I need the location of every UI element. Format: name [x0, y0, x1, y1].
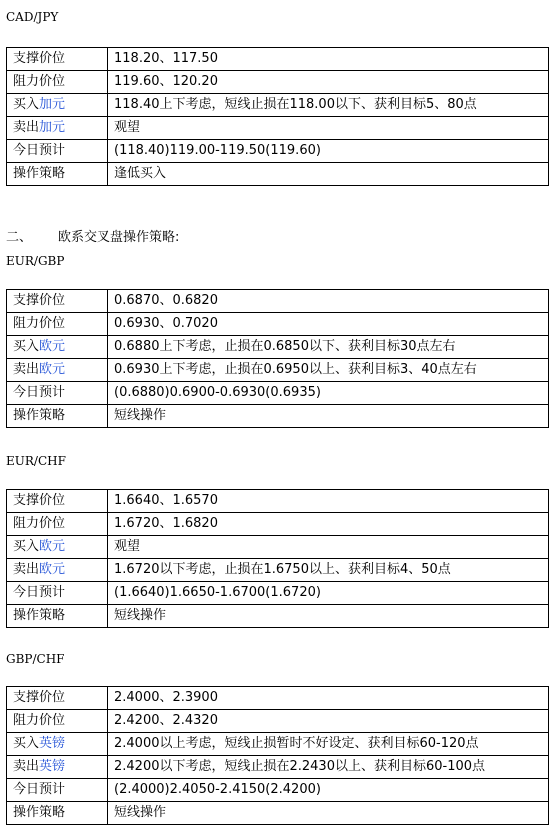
row-value: 1.6640、1.6570: [108, 490, 549, 513]
row-label-action: 买入: [13, 539, 40, 554]
table-row: [7, 313, 549, 336]
row-value: (1.6640)1.6650-1.6700(1.6720): [108, 582, 549, 605]
table-row: [7, 382, 549, 405]
table-row: [7, 710, 549, 733]
row-value: 2.4200、2.4320: [108, 710, 549, 733]
currency-link[interactable]: 加元: [39, 97, 66, 112]
section-heading-euro-crosses: [6, 230, 179, 246]
currency-link[interactable]: 加元: [39, 120, 66, 135]
row-label: [7, 559, 108, 582]
row-label: 阻力价位: [7, 313, 108, 336]
row-value: 短线操作: [108, 605, 549, 628]
row-label: 阻力价位: [7, 71, 108, 94]
row-value: 2.4000、2.3900: [108, 687, 549, 710]
row-value: 短线操作: [108, 405, 549, 428]
table-row: [7, 336, 549, 359]
row-label-action: 卖出: [13, 562, 40, 577]
row-label: [7, 756, 108, 779]
table-row: [7, 359, 549, 382]
table-row: [7, 71, 549, 94]
row-label: 今日预计: [7, 382, 108, 405]
row-label-action: 买入: [13, 97, 40, 112]
pair-title-gbpchf: GBP/CHF: [6, 652, 65, 666]
row-label: 操作策略: [7, 163, 108, 186]
strategy-table-eurgbp: [6, 289, 549, 428]
table-row: [7, 490, 549, 513]
currency-link[interactable]: 欧元: [39, 362, 66, 377]
pair-title-eurgbp: EUR/GBP: [6, 254, 65, 268]
row-label-action: 买入: [13, 736, 40, 751]
row-label: 今日预计: [7, 582, 108, 605]
currency-link[interactable]: 欧元: [39, 562, 66, 577]
table-row: [7, 802, 549, 825]
table-row: [7, 756, 549, 779]
row-value: 观望: [108, 117, 549, 140]
table-row: [7, 513, 549, 536]
table-row: [7, 582, 549, 605]
row-label: [7, 536, 108, 559]
currency-link[interactable]: 欧元: [39, 339, 66, 354]
table-row: [7, 94, 549, 117]
section-heading-text: 欧系交叉盘操作策略:: [58, 230, 180, 245]
row-label: 阻力价位: [7, 513, 108, 536]
row-label-action: 卖出: [13, 362, 40, 377]
row-label: 今日预计: [7, 140, 108, 163]
table-row: [7, 163, 549, 186]
row-value: 1.6720以下考虑，止损在1.6750以上、获利目标4、50点: [108, 559, 549, 582]
row-value: 2.4200以下考虑，短线止损在2.2430以上、获利目标60-100点: [108, 756, 549, 779]
table-row: [7, 536, 549, 559]
strategy-table-gbpchf: [6, 686, 549, 825]
table-row: [7, 779, 549, 802]
table-row: [7, 117, 549, 140]
row-label: 阻力价位: [7, 710, 108, 733]
row-label: 操作策略: [7, 802, 108, 825]
row-label: [7, 359, 108, 382]
currency-link[interactable]: 欧元: [39, 539, 66, 554]
row-value: (2.4000)2.4050-2.4150(2.4200): [108, 779, 549, 802]
table-row: [7, 140, 549, 163]
row-value: 118.40上下考虑，短线止损在118.00以下、获利目标5、80点: [108, 94, 549, 117]
table-row: [7, 559, 549, 582]
table-row: [7, 733, 549, 756]
strategy-table-eurchf: [6, 489, 549, 628]
table-row: [7, 687, 549, 710]
row-label: 支撑价位: [7, 687, 108, 710]
row-label: 今日预计: [7, 779, 108, 802]
row-value: 观望: [108, 536, 549, 559]
row-label: 操作策略: [7, 605, 108, 628]
row-value: 118.20、117.50: [108, 48, 549, 71]
pair-title-cadjpy: CAD/JPY: [6, 10, 59, 24]
row-label: [7, 94, 108, 117]
row-value: 短线操作: [108, 802, 549, 825]
row-value: 119.60、120.20: [108, 71, 549, 94]
table-row: [7, 290, 549, 313]
row-label-action: 买入: [13, 339, 40, 354]
row-value: (118.40)119.00-119.50(119.60): [108, 140, 549, 163]
row-label: [7, 336, 108, 359]
currency-link[interactable]: 英镑: [39, 759, 66, 774]
row-value: 2.4000以上考虑，短线止损暂时不好设定、获利目标60-120点: [108, 733, 549, 756]
table-row: [7, 405, 549, 428]
currency-link[interactable]: 英镑: [39, 736, 66, 751]
row-value: 0.6880上下考虑，止损在0.6850以下、获利目标30点左右: [108, 336, 549, 359]
row-value: (0.6880)0.6900-0.6930(0.6935): [108, 382, 549, 405]
row-label: [7, 117, 108, 140]
row-value: 0.6870、0.6820: [108, 290, 549, 313]
row-label: 操作策略: [7, 405, 108, 428]
row-label: 支撑价位: [7, 290, 108, 313]
row-label: 支撑价位: [7, 48, 108, 71]
table-row: [7, 48, 549, 71]
pair-title-eurchf: EUR/CHF: [6, 454, 66, 468]
row-label: [7, 733, 108, 756]
row-label-action: 卖出: [13, 759, 40, 774]
row-label-action: 卖出: [13, 120, 40, 135]
row-value: 0.6930、0.7020: [108, 313, 549, 336]
table-row: [7, 605, 549, 628]
row-value: 1.6720、1.6820: [108, 513, 549, 536]
row-label: 支撑价位: [7, 490, 108, 513]
strategy-table-cadjpy: [6, 47, 549, 186]
section-number: 二、: [6, 230, 33, 245]
row-value: 逢低买入: [108, 163, 549, 186]
row-value: 0.6930上下考虑，止损在0.6950以上、获利目标3、40点左右: [108, 359, 549, 382]
